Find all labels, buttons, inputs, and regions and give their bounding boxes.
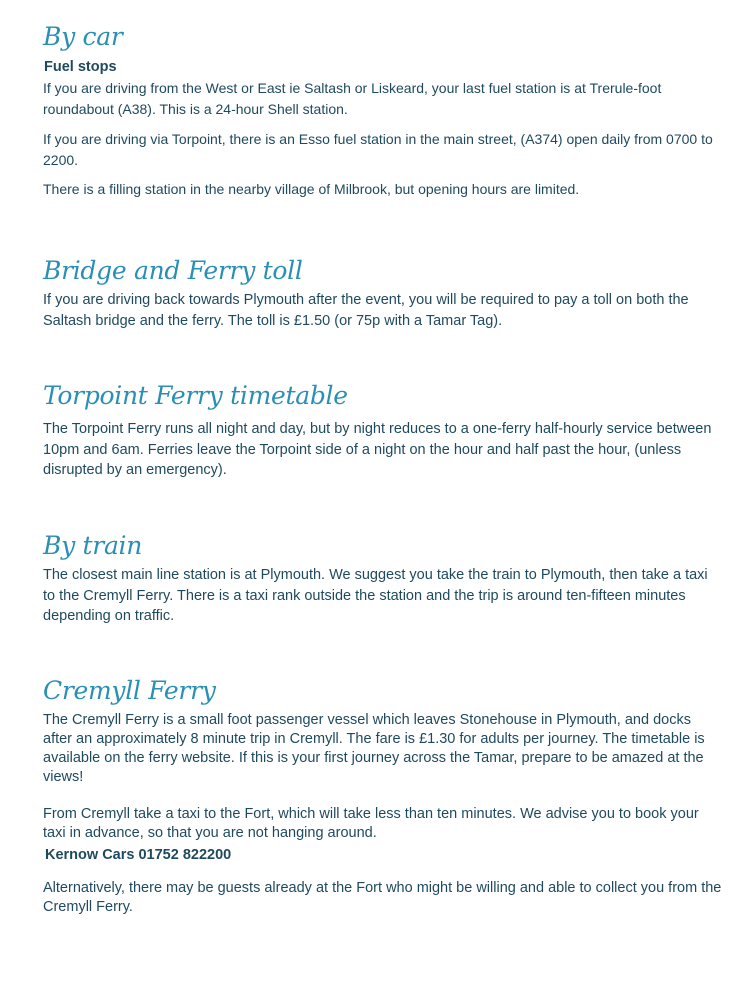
taxi-contact: Kernow Cars 01752 822200 (45, 847, 232, 863)
paragraph-cremyll-taxi: From Cremyll take a taxi to the Fort, which will take less than ten minutes. We advise you to book your taxi in advance, so that you are not hanging around. (43, 806, 699, 841)
heading-torpoint-ferry-timetable: Torpoint Ferry timetable (43, 381, 348, 410)
heading-bridge-ferry-toll: Bridge and Ferry toll (43, 256, 303, 285)
paragraph-guests-collect: Alternatively, there may be guests already at the Fort who might be willing and able to collect you from the Cremyll Ferry. (43, 880, 722, 915)
heading-cremyll-ferry: Cremyll Ferry (43, 676, 216, 705)
paragraph-fuel-milbrook: There is a filling station in the nearby village of Milbrook, but opening hours are limited. (43, 181, 580, 197)
subheading-fuel-stops: Fuel stops (44, 59, 117, 75)
paragraph-cremyll-ferry: The Cremyll Ferry is a small foot passenger vessel which leaves Stonehouse in Plymouth, and docks after an approximately 8 minute trip in Cremyll. The fare is £1.30 for adults per journey. The timetable is available on the ferry website. If this is your first journey across the Tamar, prepare to be amazed at the views! (43, 712, 705, 785)
paragraph-fuel-west-east: If you are driving from the West or East ie Saltash or Liskeard, your last fuel station is at Trerule-foot roundabout (A38). This is a 24-hour Shell station. (43, 80, 662, 117)
paragraph-toll-info: If you are driving back towards Plymouth after the event, you will be required to pay a toll on both the Saltash bridge and the ferry. The toll is £1.50 (or 75p with a Tamar Tag). (43, 292, 689, 329)
heading-by-car: By car (43, 22, 123, 51)
paragraph-fuel-torpoint: If you are driving via Torpoint, there is an Esso fuel station in the main street, (A374) open daily from 0700 to 2200. (43, 131, 713, 168)
paragraph-torpoint-ferry: The Torpoint Ferry runs all night and day, but by night reduces to a one-ferry half-hourly service between 10pm and 6am. Ferries leave the Torpoint side of a night on the hour and half past the hour, (unless disrupted by an emergency). (43, 421, 712, 478)
heading-by-train: By train (43, 531, 143, 560)
paragraph-train-info: The closest main line station is at Plymouth. We suggest you take the train to Plymouth, then take a taxi to the Cremyll Ferry. There is a taxi rank outside the station and the trip is around ten-fifteen minutes depending on traffic. (43, 567, 708, 624)
